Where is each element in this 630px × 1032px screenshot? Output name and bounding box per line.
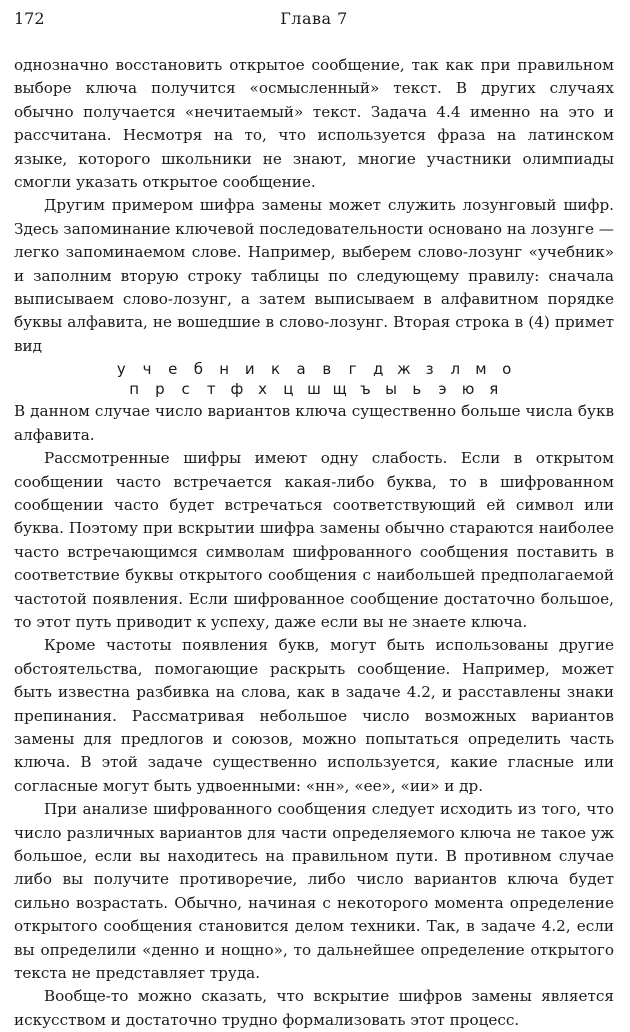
table-cell: у: [116, 360, 126, 379]
paragraph: В данном случае число вариантов ключа существенно больше числа букв алфавита.: [14, 402, 614, 444]
substitution-table: [14, 359, 614, 399]
table-cell: з: [425, 360, 434, 379]
table-cell: ч: [142, 360, 152, 379]
table-cell: о: [502, 360, 512, 379]
table-cell: щ: [332, 380, 347, 399]
table-cell: х: [258, 380, 268, 399]
table-cell: ш: [307, 380, 321, 399]
table-cell: к: [270, 360, 280, 379]
table-cell: ж: [397, 360, 411, 379]
table-cell: н: [219, 360, 229, 379]
table-cell: т: [206, 380, 216, 399]
table-cell: э: [438, 380, 447, 399]
book-page: [14, 6, 614, 1032]
page-header: [14, 6, 614, 32]
table-cell: и: [244, 360, 255, 379]
table-cell: ъ: [360, 380, 371, 399]
table-cell: ф: [230, 380, 244, 399]
table-cell: ю: [461, 380, 475, 399]
paragraph: Кроме частоты появления букв, могут быть использованы другие обстоятельства, помогающие раскрыть сообщение. Например, может быть известна разбивка на слова, как в задаче 4.2, и расставлены знаки препинания. Рассматривая небольшое число возможных вариантов замены для предлогов и союзов, можно попытаться определить часть ключа. В этой задаче существенно используется, какие гласные или согласные могут быть удвоенными: «нн», «ее», «ии» и др.: [14, 636, 614, 795]
table-row-keyword: [14, 359, 614, 379]
table-cell: е: [168, 360, 178, 379]
table-cell: р: [155, 380, 165, 399]
paragraph: Вообще-то можно сказать, что вскрытие шифров замены является искусством и достаточно трудно формализовать этот процесс.: [14, 987, 614, 1029]
paragraph: При анализе шифрованного сообщения следует исходить из того, что число различных вариантов для части определяемого ключа не такое уж большое, если вы находитесь на правильном пути. В противном случае либо вы получите противоречие, либо число вариантов ключа будет сильно возрастать. Обычно, начиная с некоторого момента определение открытого сообщения становится делом техники. Так, в задаче 4.2, если вы определили «денно и нощно», то дальнейшее определение открытого текста не представляет труда.: [14, 800, 614, 983]
table-cell: я: [489, 380, 499, 399]
paragraph: однозначно восстановить открытое сообщение, так как при правильном выборе ключа получится «осмысленный» текст. В других случаях обычно получается «нечитаемый» текст. Задача 4.4 именно на это и рассчитана. Несмотря на то, что используется фраза на латинском языке, которого школьники не знают, многие участники олимпиады смогли указать открытое сообщение.: [14, 56, 614, 192]
table-cell: л: [450, 360, 461, 379]
table-cell: м: [475, 360, 487, 379]
body-text: [14, 54, 614, 1032]
page-number: 172: [14, 9, 45, 28]
table-cell: в: [322, 360, 332, 379]
table-cell: ц: [283, 380, 294, 399]
paragraph: Другим примером шифра замены может служить лозунговый шифр. Здесь запоминание ключевой последовательности основано на лозунге — легко запоминаемом слове. Например, выберем слово-лозунг «учебник» и заполним вторую строку таблицы по следующему правилу: сначала выписываем слово-лозунг, а затем выписываем в алфавитном порядке буквы алфавита, не вошедшие в слово-лозунг. Вторая строка в (4) примет вид: [14, 196, 614, 355]
table-cell: г: [348, 360, 357, 379]
table-cell: а: [296, 360, 306, 379]
paragraph: Рассмотренные шифры имеют одну слабость. Если в открытом сообщении часто встречается какая-либо буква, то в шифрованном сообщении часто будет встречаться соответствующий ей символ или буква. Поэтому при вскрытии шифра замены обычно стараются наиболее часто встречающимся символам шифрованного сообщения поставить в соответствие буквы открытого сообщения с наибольшей предполагаемой частотой появления. Если шифрованное сообщение достаточно большое, то этот путь приводит к успеху, даже если вы не знаете ключа.: [14, 449, 614, 631]
table-cell: ы: [385, 380, 397, 399]
table-row-alphabet: [14, 379, 614, 399]
table-cell: ь: [412, 380, 422, 399]
table-cell: б: [193, 360, 204, 379]
table-cell: с: [181, 380, 190, 399]
table-cell: п: [129, 380, 140, 399]
chapter-title: Глава 7: [280, 9, 348, 28]
table-cell: д: [373, 360, 384, 379]
